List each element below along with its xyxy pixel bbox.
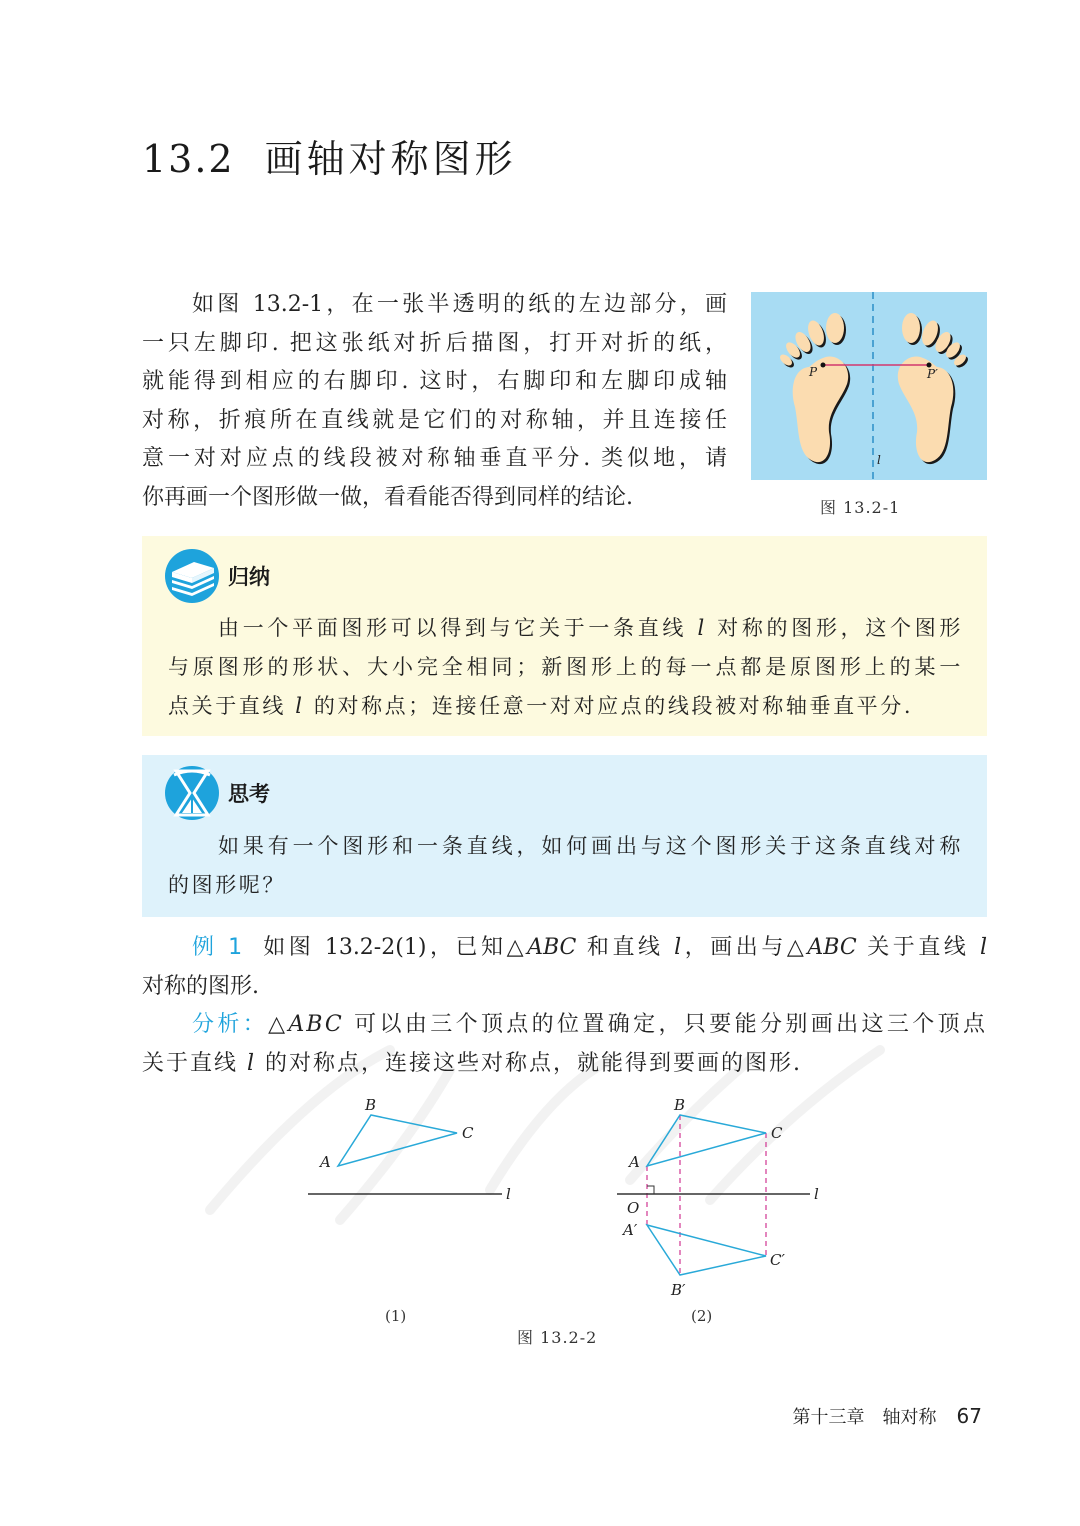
example-line: 对称的图形.	[142, 973, 259, 999]
example-text-segment: 关于直线	[856, 935, 980, 960]
think-text	[168, 827, 963, 905]
intro-line: 如图 13.2-1，在一张半透明的纸的左边部分，画	[192, 292, 727, 317]
summary-header	[164, 548, 270, 604]
label-b-prime: B′	[671, 1281, 686, 1299]
summary-line	[168, 687, 963, 726]
label-a: A	[629, 1153, 640, 1171]
variable-abc: ABC	[807, 935, 857, 960]
example-1	[142, 929, 987, 1083]
page-footer	[793, 1403, 982, 1429]
intro-line: 一只左脚印. 把这张纸对折后描图，打开对折的纸，	[142, 330, 727, 356]
section-heading: 画轴对称图形	[264, 137, 517, 181]
summary-text-segment: 的对称点；连接任意一对对应点的线段被对称轴垂直平分.	[304, 694, 914, 718]
intro-line: 对称，折痕所在直线就是它们的对称轴，并且连接任	[142, 407, 727, 433]
summary-text-segment: 与原图形的形状、大小完全相同；新图形上的每一点都是原图形上的某一	[168, 655, 963, 679]
think-line: 的图形呢？	[168, 873, 286, 897]
subfigure-1-label: (1)	[385, 1307, 407, 1325]
variable-l: l	[979, 935, 987, 960]
label-p-prime: P′	[927, 367, 938, 381]
label-c-prime: C′	[770, 1251, 785, 1269]
page-number: 67	[956, 1404, 982, 1428]
analysis-text-segment: 关于直线	[142, 1050, 247, 1076]
think-line: 如果有一个图形和一条直线，如何画出与这个图形关于这条直线对称	[218, 834, 963, 858]
subfigure-2	[617, 1096, 819, 1299]
point-p	[821, 363, 826, 368]
intro-line: 就能得到相应的右脚印. 这时，右脚印和左脚印成轴	[142, 369, 727, 394]
analysis-line	[142, 1006, 987, 1045]
label-axis: l	[877, 453, 881, 467]
example-text-segment: 如图 13.2-2(1)，已知△	[263, 935, 528, 960]
figure-13-2-2	[290, 1090, 850, 1330]
example-text-segment: ，画出与△	[681, 935, 808, 960]
section-number: 13.2	[142, 137, 235, 181]
footer-chapter-title: 轴对称	[882, 1407, 937, 1428]
triangle-abc-prime	[647, 1225, 766, 1275]
analysis-text-segment: 可以由三个顶点的位置确定，只要能分别画出这三个顶点	[343, 1012, 987, 1037]
variable-l: l	[697, 616, 707, 640]
label-a: A	[320, 1153, 331, 1171]
label-p: P	[809, 365, 818, 379]
intro-paragraph	[142, 286, 727, 517]
section-title	[142, 128, 517, 183]
summary-text-segment: 由一个平面图形可以得到与它关于一条直线	[218, 616, 698, 640]
variable-l: l	[295, 694, 305, 718]
variable-abc: ABC	[288, 1012, 344, 1037]
book-stack-icon	[164, 548, 220, 604]
label-b: B	[674, 1096, 686, 1114]
summary-line	[168, 609, 963, 648]
analysis-text-segment: 的对称点，连接这些对称点，就能得到要画的图形.	[256, 1050, 803, 1076]
variable-abc: ABC	[527, 935, 577, 960]
analysis-line	[142, 1045, 987, 1084]
figure1-caption: 图 13.2-1	[820, 498, 901, 517]
figure2-caption: 图 13.2-2	[517, 1328, 598, 1347]
intro-line: 你再画一个图形做一做，看看能否得到同样的结论.	[142, 484, 633, 510]
analysis-text-segment: △	[268, 1012, 289, 1037]
triangle-abc	[647, 1115, 766, 1166]
footprint-figure	[751, 292, 987, 480]
summary-line	[168, 648, 963, 687]
summary-text-segment: 点关于直线	[168, 694, 296, 718]
think-box	[142, 755, 987, 917]
right-angle-mark	[647, 1186, 654, 1194]
variable-l: l	[674, 935, 682, 960]
subfigure-1	[308, 1096, 511, 1203]
summary-text	[168, 609, 963, 726]
summary-box	[142, 536, 987, 736]
variable-l: l	[247, 1050, 257, 1076]
footer-chapter: 第十三章	[792, 1407, 865, 1428]
triangle-abc	[338, 1115, 457, 1166]
right-foot	[898, 313, 970, 464]
label-c: C	[462, 1124, 474, 1142]
example-label: 例 1	[192, 935, 243, 960]
label-b: B	[365, 1096, 377, 1114]
label-c: C	[771, 1124, 783, 1142]
label-o: O	[627, 1199, 640, 1217]
analysis-label: 分析：	[192, 1012, 269, 1037]
intro-line: 意一对对应点的线段被对称轴垂直平分. 类似地，请	[142, 446, 727, 471]
label-l: l	[506, 1185, 511, 1203]
example-line	[142, 929, 987, 968]
footprints-illustration	[751, 292, 987, 480]
example-text-segment: 和直线	[576, 935, 675, 960]
hourglass-icon	[164, 765, 220, 821]
left-foot	[778, 313, 850, 464]
label-a-prime: A′	[623, 1221, 638, 1239]
think-header	[164, 765, 270, 821]
summary-label: 归纳	[228, 565, 270, 589]
think-label: 思考	[228, 782, 270, 806]
subfigure-2-label: (2)	[691, 1307, 713, 1325]
label-l: l	[814, 1185, 819, 1203]
summary-text-segment: 对称的图形，这个图形	[706, 616, 963, 640]
